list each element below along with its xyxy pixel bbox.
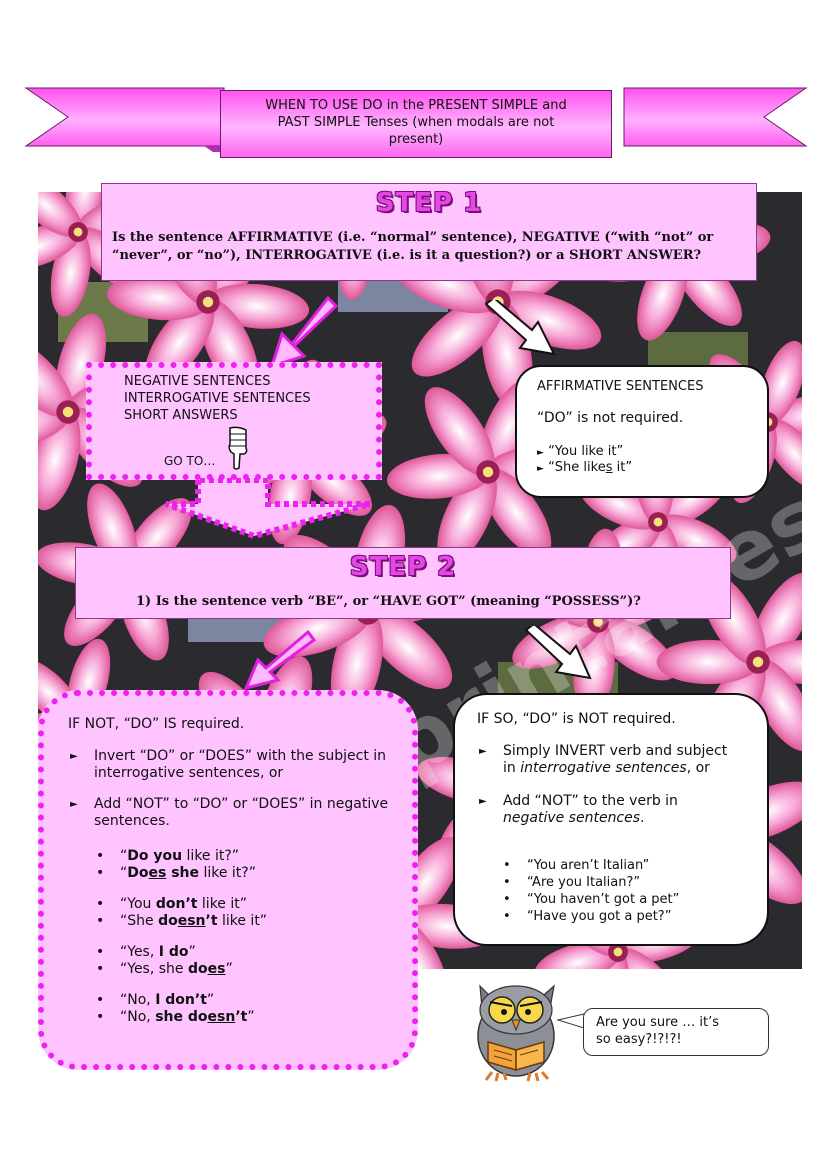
example-you-havent-got-a-pet: • “You haven’t got a pet”: [501, 891, 679, 908]
if-so-rules: [479, 743, 739, 837]
if-so-rule-add-not: ► Add “NOT” to the verb in negative sentences.: [479, 793, 739, 827]
step2-box: [75, 547, 731, 619]
speech-line-1: Are you sure … it’s: [596, 1015, 720, 1030]
banner-title: [220, 90, 612, 158]
step1-box: [101, 183, 757, 281]
banner-line-2: PAST SIMPLE Tenses (when modals are not: [277, 115, 555, 130]
if-not-box: [38, 690, 418, 1070]
go-to-label: GO TO…: [164, 454, 216, 468]
affirmative-box: [515, 365, 769, 498]
affirmative-example-1: ► “You like it”: [537, 444, 624, 459]
negative-sentences-label: NEGATIVE SENTENCES: [124, 374, 271, 389]
arrow-down-right-icon-2: [520, 626, 596, 682]
example-no-she-doesnt: • “No, she doesn’t”: [94, 1009, 267, 1026]
banner-line-3: present): [388, 132, 444, 147]
step1-question-line-2: “never”, or “no”), INTERROGATIVE (i.e. is it a question?) or a SHORT ANSWER?: [112, 248, 702, 263]
example-are-you-italian: • “Are you Italian?”: [501, 874, 679, 891]
pointing-hand-down-icon: [224, 424, 252, 470]
affirmative-note: “DO” is not required.: [537, 410, 684, 426]
if-not-rules: [70, 748, 396, 840]
speech-line-2: so easy?!?!?!: [596, 1032, 682, 1047]
speech-bubble-tail: [556, 1010, 586, 1034]
if-not-rule-add-not: ► Add “NOT” to “DO” or “DOES” in negative sentences.: [70, 796, 396, 830]
owl-speech-bubble: [583, 1008, 769, 1056]
arrow-down-left-icon: [266, 294, 338, 370]
interrogative-sentences-label: INTERROGATIVE SENTENCES: [124, 391, 311, 406]
if-not-title: IF NOT, “DO” IS required.: [68, 716, 245, 732]
if-not-rule-invert: ► Invert “DO” or “DOES” with the subject in interrogative sentences, or: [70, 748, 396, 782]
example-have-you-got-a-pet: • “Have you got a pet?”: [501, 908, 679, 925]
affirmative-title: AFFIRMATIVE SENTENCES: [537, 379, 704, 394]
step2-title: STEP 2: [349, 552, 457, 582]
example-yes-she-does: • “Yes, she does”: [94, 961, 267, 978]
short-answers-label: SHORT ANSWERS: [124, 408, 238, 423]
arrow-down-right-icon: [480, 300, 560, 358]
if-not-examples: [94, 848, 267, 1026]
dotted-down-pointer: [160, 478, 390, 540]
banner-line-1: WHEN TO USE DO in the PRESENT SIMPLE and: [265, 98, 567, 113]
example-you-dont: • “You don’t like it”: [94, 896, 267, 913]
affirmative-example-2: ► “She likes it”: [537, 460, 633, 475]
if-so-title: IF SO, “DO” is NOT required.: [477, 711, 676, 727]
example-she-doesnt: • “She doesn’t like it”: [94, 913, 267, 930]
example-does-she: • “Does she like it?”: [94, 865, 267, 882]
step1-title: STEP 1: [375, 188, 483, 218]
if-so-rule-invert: ► Simply INVERT verb and subject in interrogative sentences, or: [479, 743, 739, 777]
example-yes-i-do: • “Yes, I do”: [94, 944, 267, 961]
example-you-arent-italian: • “You aren’t Italian”: [501, 857, 679, 874]
step2-question: 1) Is the sentence verb “BE”, or “HAVE GOT” (meaning “POSSESS”)?: [136, 594, 641, 609]
arrow-down-left-icon-2: [240, 628, 318, 692]
step1-question-line-1: Is the sentence AFFIRMATIVE (i.e. “normal” sentence), NEGATIVE (“with “not” or: [112, 230, 714, 245]
example-no-i-dont: • “No, I don’t”: [94, 992, 267, 1009]
example-do-you: • “Do you like it?”: [94, 848, 267, 865]
if-so-examples: [501, 857, 679, 925]
go-to-step2-box: [86, 362, 382, 480]
if-so-box: [453, 693, 769, 946]
